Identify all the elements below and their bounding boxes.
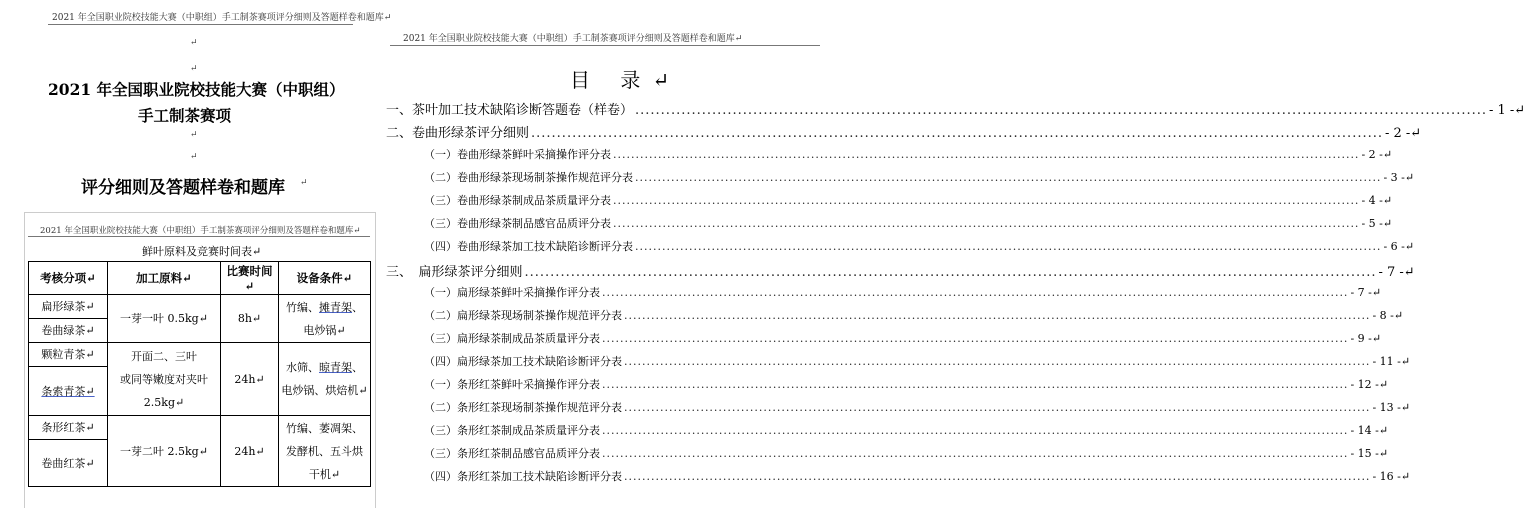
- toc-entry[interactable]: [424, 399, 1411, 415]
- paragraph-mark: ↵: [190, 152, 198, 162]
- toc-entry-label: （三）扁形绿茶制成品茶质量评分表: [424, 332, 600, 345]
- column-header: 比赛时间↵: [221, 262, 279, 295]
- toc-entry-page: - 13 -↵: [1372, 401, 1411, 414]
- toc-entry[interactable]: [424, 238, 1415, 254]
- toc-entry[interactable]: [424, 445, 1389, 461]
- toc-entry[interactable]: [424, 192, 1393, 208]
- toc-entry-page: - 1 -↵: [1488, 103, 1525, 118]
- table-row: [29, 416, 371, 440]
- toc-entry-page: - 14 -↵: [1350, 424, 1389, 437]
- toc-dot-leader: ......................................................................................................................................................................: [624, 309, 1371, 322]
- toc-entry[interactable]: [424, 468, 1411, 484]
- toc-entry-label: （一）扁形绿茶鲜叶采摘操作评分表: [424, 286, 600, 299]
- toc-dot-leader: ......................................................................................................................................................................: [602, 378, 1349, 391]
- tea-category-cell: 卷曲绿茶↵: [29, 319, 108, 343]
- toc-entry[interactable]: [424, 376, 1389, 392]
- toc-entry-label: （二）卷曲形绿茶现场制茶操作规范评分表: [424, 171, 633, 184]
- toc-entry-page: - 2 -↵: [1384, 126, 1422, 141]
- paragraph-mark: ↵: [190, 130, 198, 140]
- table-row: [29, 295, 371, 319]
- toc-entry-label: （三）条形红茶制成品茶质量评分表: [424, 424, 600, 437]
- column-header: 考核分项↵: [29, 262, 108, 295]
- paragraph-mark: ↵: [190, 64, 198, 74]
- spelling-flagged-word: 晾青架: [319, 361, 352, 374]
- toc-entry-page: - 6 -↵: [1383, 240, 1415, 253]
- table-caption: 鲜叶原料及竞赛时间表↵: [142, 245, 262, 258]
- cover-title-line1: 2021 年全国职业院校技能大赛（中职组）: [48, 80, 345, 99]
- time-cell: 8h↵: [221, 295, 279, 343]
- equipment-cell: 水筛、晾青架、 电炒锅、烘焙机↵: [279, 343, 371, 416]
- paragraph-mark: ↵: [190, 38, 198, 48]
- toc-dot-leader: ......................................................................................................................................................................: [624, 401, 1371, 414]
- toc-dot-leader: ......................................................................................................................................................................: [613, 194, 1360, 207]
- toc-dot-leader: ......................................................................................................................................................................: [602, 286, 1349, 299]
- toc-page-header: 2021 年全国职业院校技能大赛（中职组）手工制茶赛项评分细则及答题样卷和题库↵: [403, 34, 743, 44]
- toc-dot-leader: ......................................................................................................................................................................: [531, 126, 1383, 141]
- table-page-header: 2021 年全国职业院校技能大赛（中职组）手工制茶赛项评分细则及答题样卷和题库↵: [40, 226, 361, 236]
- toc-entry[interactable]: [424, 169, 1415, 185]
- toc-dot-leader: ......................................................................................................................................................................: [524, 265, 1377, 280]
- toc-entry-page: - 16 -↵: [1372, 470, 1411, 483]
- toc-entry[interactable]: [386, 261, 1415, 280]
- toc-entry-page: - 11 -↵: [1372, 355, 1411, 368]
- toc-header-rule: [390, 45, 820, 46]
- toc-entry[interactable]: [386, 122, 1422, 141]
- toc-entry-label: 一、茶叶加工技术缺陷诊断答题卷（样卷）: [386, 103, 634, 118]
- toc-entry-label: 三、 扁形绿茶评分细则: [386, 265, 523, 280]
- toc-entry-page: - 8 -↵: [1372, 309, 1404, 322]
- toc-dot-leader: ......................................................................................................................................................................: [602, 424, 1349, 437]
- toc-entry-page: - 12 -↵: [1350, 378, 1389, 391]
- toc-entry-label: （二）条形红茶现场制茶操作规范评分表: [424, 401, 622, 414]
- toc-entry-label: （四）扁形绿茶加工技术缺陷诊断评分表: [424, 355, 622, 368]
- toc-entry-label: （二）扁形绿茶现场制茶操作规范评分表: [424, 309, 622, 322]
- column-header: 加工原料↵: [108, 262, 221, 295]
- tea-category-cell: 条索青茶↵: [29, 367, 108, 416]
- cover-title-line3: 评分细则及答题样卷和题库: [81, 178, 285, 198]
- toc-entry[interactable]: [424, 284, 1382, 300]
- toc-entry-page: - 7 -↵: [1378, 265, 1415, 280]
- spelling-flagged-word: 摊青架: [319, 300, 352, 314]
- tea-category-cell: 颗粒青茶↵: [29, 343, 108, 367]
- toc-entry[interactable]: [424, 307, 1404, 323]
- toc-dot-leader: ......................................................................................................................................................................: [635, 240, 1382, 253]
- table-header-row: [29, 262, 371, 295]
- table-header-rule: [28, 236, 370, 237]
- toc-dot-leader: ......................................................................................................................................................................: [624, 355, 1371, 368]
- toc-dot-leader: ......................................................................................................................................................................: [624, 470, 1371, 483]
- paragraph-mark: ↵: [300, 178, 308, 188]
- toc-entry[interactable]: [424, 330, 1382, 346]
- toc-entry-page: - 9 -↵: [1350, 332, 1382, 345]
- toc-entry[interactable]: [424, 422, 1389, 438]
- toc-entry-page: - 15 -↵: [1350, 447, 1389, 460]
- equipment-cell: 竹编、摊青架、 电炒锅↵: [279, 295, 371, 343]
- time-cell: 24h↵: [221, 343, 279, 416]
- column-header: 设备条件↵: [279, 262, 371, 295]
- toc-entry-label: （一）条形红茶鲜叶采摘操作评分表: [424, 378, 600, 391]
- toc-entry-label: （四）卷曲形绿茶加工技术缺陷诊断评分表: [424, 240, 633, 253]
- toc-dot-leader: ......................................................................................................................................................................: [613, 217, 1360, 230]
- material-cell: 一芽一叶 0.5kg↵: [108, 295, 221, 343]
- toc-entry-page: - 4 -↵: [1361, 194, 1393, 207]
- toc-dot-leader: ......................................................................................................................................................................: [635, 171, 1382, 184]
- toc-entry-label: （一）卷曲形绿茶鲜叶采摘操作评分表: [424, 148, 611, 161]
- toc-entry-page: - 3 -↵: [1383, 171, 1415, 184]
- cover-title-line2: 手工制茶赛项: [138, 106, 232, 125]
- toc-entry-page: - 5 -↵: [1361, 217, 1393, 230]
- toc-entry-label: （三）卷曲形绿茶制成品茶质量评分表: [424, 194, 611, 207]
- tea-category-cell: 扁形绿茶↵: [29, 295, 108, 319]
- toc-entry[interactable]: [424, 215, 1393, 231]
- toc-title: 目 录↵: [570, 68, 682, 92]
- toc-dot-leader: ......................................................................................................................................................................: [602, 447, 1349, 460]
- time-cell: 24h↵: [221, 416, 279, 487]
- toc-entry[interactable]: [386, 99, 1525, 118]
- toc-dot-leader: ......................................................................................................................................................................: [602, 332, 1349, 345]
- toc-entry-page: - 2 -↵: [1361, 148, 1393, 161]
- material-cell: 开面二、三叶 或同等嫩度对夹叶 2.5kg↵: [108, 343, 221, 416]
- toc-entry-label: （三）卷曲形绿茶制品感官品质评分表: [424, 217, 611, 230]
- toc-entry-label: （三）条形红茶制品感官品质评分表: [424, 447, 600, 460]
- material-cell: 一芽二叶 2.5kg↵: [108, 416, 221, 487]
- toc-entry-page: - 7 -↵: [1350, 286, 1382, 299]
- toc-entry[interactable]: [424, 146, 1393, 162]
- toc-entry-label: （四）条形红茶加工技术缺陷诊断评分表: [424, 470, 622, 483]
- toc-dot-leader: ......................................................................................................................................................................: [613, 148, 1360, 161]
- cover-page-header: 2021 年全国职业院校技能大赛（中职组）手工制茶赛项评分细则及答题样卷和题库↵: [52, 13, 392, 23]
- tea-category-cell: 条形红茶↵: [29, 416, 108, 440]
- toc-dot-leader: ......................................................................................................................................................................: [635, 103, 1487, 118]
- cover-header-rule: [48, 24, 353, 25]
- toc-entry[interactable]: [424, 353, 1411, 369]
- tea-category-cell: 卷曲红茶↵: [29, 440, 108, 487]
- table-row: [29, 343, 371, 367]
- toc-entry-label: 二、卷曲形绿茶评分细则: [386, 126, 530, 141]
- material-schedule-table: [28, 261, 371, 487]
- equipment-cell: 竹编、萎凋架、 发酵机、五斗烘 干机↵: [279, 416, 371, 487]
